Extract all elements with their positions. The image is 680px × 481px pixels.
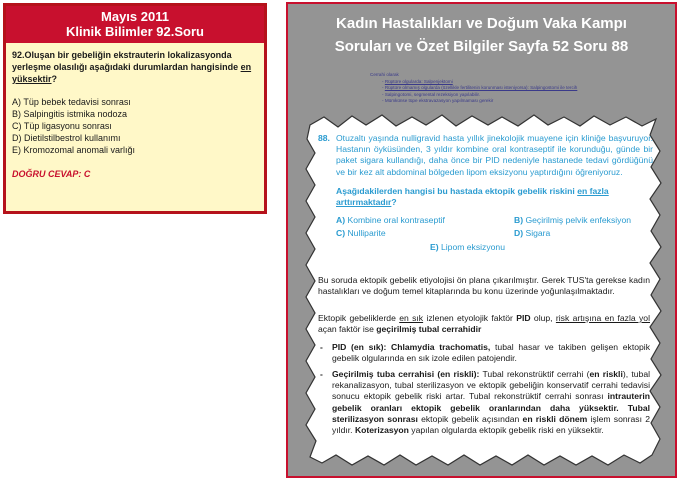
option-e: E) Kromozomal anomali varlığı: [12, 145, 136, 155]
case-choice-b: B) Geçirilmiş pelvik enfeksiyon: [514, 215, 632, 226]
case-choices: [336, 215, 653, 265]
correct-answer: DOĞRU CEVAP: C: [12, 169, 91, 179]
note-item: - Salpingotomi, segmental rezeksiyon yapılabilir.: [382, 91, 481, 97]
explanation-paragraph-2: Ektopik gebeliklerde en sık izlenen etyolojik faktör PID olup, risk artışına en fazla yol açan faktör ise geçirilmiş tubal cerrahidir: [318, 313, 650, 335]
note-item: - Rüptüre olmamış olgularda (özellikle fertilitenin korunması isteniyorsa): Salpingostomi ile tercih: [382, 85, 578, 91]
explanation-paragraph-1: Bu soruda ektopik gebelik etiyolojisi ön plana çıkarılmıştır. Gerek TUS'ta gerekse kadın hastalıkları ve doğum temel kitaplarında bu konu üzerinde yoğunlaşılmaktadır.: [318, 275, 650, 297]
explanation-bullet-surgery: - Geçirilmiş tuba cerrahisi (en riskli): Tubal rekonstrüktif cerrahi (en riskli), tubal rekanalizasyon, tubal sterilizasyon ve ektopik gebeliğin konservatif cerrahi tedavisi sonucu ektopik gebelik riski artar. Tubal rekonstrüktif cerrahi sonrası intrauterin gebelik oranları ektopik gebelik oranlarından daha yüksektir. Tubal sterilizasyon sonrası ektopik gebelik açısından en riskli dönem işlem sonrası 2 yıldır. Koterizasyon yapılan olgularda ektopik gebelik riski en yüksektir.: [320, 369, 651, 436]
title-line-2: Soruları ve Özet Bilgiler Sayfa 52 Soru 88: [334, 38, 629, 55]
exam-date: Mayıs 2011: [101, 9, 169, 24]
book-page-title: [288, 4, 675, 58]
option-c: C) Tüp ligasyonu sonrası: [12, 121, 112, 131]
case-text: Otuzaltı yaşında nulligravid hasta yıllık jinekolojik muayene için kliniğe başvuruyor. Hastanın öyküsünden, 3 yıldır kombine oral kontraseptif ile korunduğu, günde bir paket sigara kullandığı, daha önce bir PID nedeniyle hastanede tedavi gördüğünü ve bir kez alt abdominal bölgeden lipom eksizyonu yaptırdığını öğreniyoruz.: [336, 133, 653, 177]
case-choice-d: D) Sigara: [514, 228, 551, 239]
torn-paper-card: [304, 113, 663, 468]
book-page-panel: [286, 2, 677, 478]
case-choice-a: A) Kombine oral kontraseptif: [336, 215, 445, 226]
note-item: - Rüptüre olgularda: Salpenjektomi: [382, 78, 453, 84]
title-line-1: Kadın Hastalıkları ve Doğum Vaka Kampı: [336, 15, 627, 32]
background-notes: [370, 72, 620, 105]
question-text: 92.Oluşan bir gebeliğin ekstrauterin lokalizasyonda yerleşme olasılığı aşağıdaki durumlardan hangisinde en yüksektir?: [12, 50, 252, 84]
case-question: [318, 133, 653, 265]
question-card-left: [3, 3, 267, 214]
case-choice-c: C) Nulliparite: [336, 228, 386, 239]
answer-options: [12, 96, 258, 156]
question-number: 88.: [318, 133, 330, 143]
case-choice-e: E) Lipom eksizyonu: [430, 242, 505, 253]
question-card-header: [6, 6, 264, 43]
question-card-body: [6, 43, 264, 180]
exam-section: Klinik Bilimler 92.Soru: [66, 24, 204, 39]
case-subquestion: Aşağıdakilerden hangisi bu hastada ektopik gebelik riskini en fazla arttırmaktadır?: [336, 185, 609, 208]
option-d: D) Dietilstilbestrol kullanımı: [12, 133, 121, 143]
notes-title: Cerrahi olarak: [370, 72, 399, 77]
option-b: B) Salpingitis istmika nodoza: [12, 109, 128, 119]
option-a: A) Tüp bebek tedavisi sonrası: [12, 97, 131, 107]
explanation-bullet-pid: - PID (en sık): Chlamydia trachomatis, tubal hasar ve takiben gelişen ektopik gebelik olgularında en sık izole edilen patojendir.: [320, 342, 650, 364]
case-question-content: [304, 113, 663, 468]
note-item: - Mümkünse tüpe ekstravazasyon yapılmaması gerekir: [382, 98, 494, 104]
